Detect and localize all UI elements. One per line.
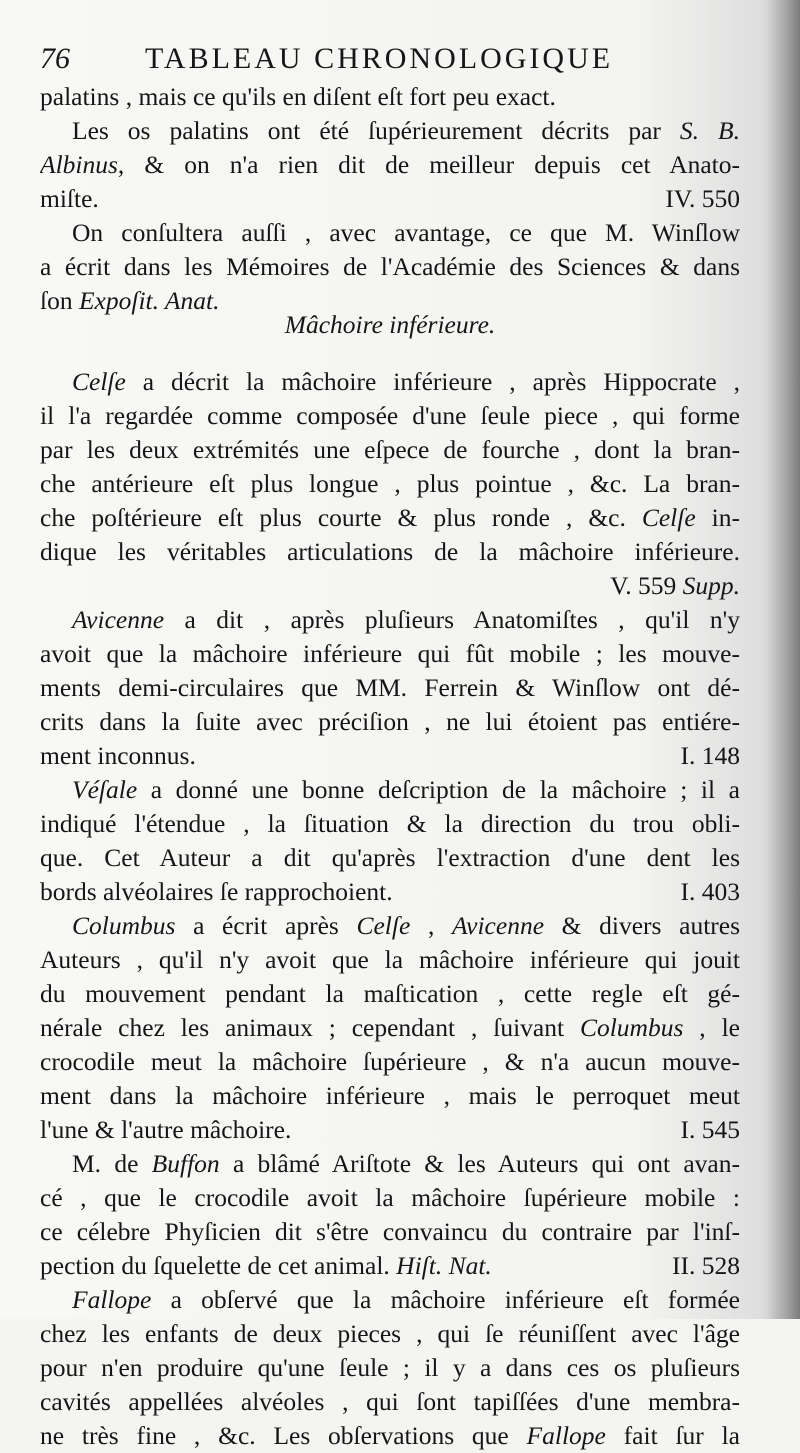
text-line: ment inconnus. I. 148 [40, 739, 740, 773]
text-line: miſte. IV. 550 [40, 184, 740, 213]
text-line: l'une & l'autre mâchoire. I. 545 [40, 1113, 740, 1147]
text-line: Véſale a donné une bonne deſcription de la mâchoire ; il a [72, 775, 740, 804]
reference: V. 559 Supp. [610, 571, 740, 600]
section-heading-block [40, 308, 740, 342]
text-line: indiqué l'étendue , la ſituation & la direction du trou obli- [40, 809, 740, 838]
text-line: Auteurs , qu'il n'y avoit que la mâchoire inférieure qui jouit [40, 945, 740, 974]
text-line: pour n'en produire qu'une ſeule ; il y a dans ces os pluſieurs [40, 1353, 740, 1382]
reference: I. 545 [680, 1115, 740, 1144]
body-text [40, 365, 740, 1453]
text-line: ne très fine , &c. Les obſervations que Fallope fait ſur la [40, 1421, 740, 1450]
text-line: que. Cet Auteur a dit qu'après l'extraction d'une dent les [40, 843, 740, 872]
text-line: nérale chez les animaux ; cependant , ſuivant Columbus , le [40, 1013, 740, 1042]
text-line: cé , que le crocodile avoit la mâchoire ſupérieure mobile : [40, 1183, 740, 1212]
text-line: crits dans la ſuite avec préciſion , ne lui étoient pas entiére- [40, 707, 740, 736]
text-line: bords alvéolaires ſe rapprochoient. I. 403 [40, 875, 740, 909]
text-line: On conſultera auſſi , avec avantage, ce que M. Winſlow [72, 218, 740, 247]
text-line: il l'a regardée comme composée d'une ſeule piece , qui forme [40, 401, 740, 430]
text-line: Celſe a décrit la mâchoire inférieure , après Hippocrate , [72, 367, 740, 396]
text-line: ce célebre Phyſicien dit s'être convaincu du contraire par l'inſ- [40, 1217, 740, 1246]
text-line: ments demi-circulaires que MM. Ferrein & Winſlow ont dé- [40, 673, 740, 702]
text-line: du mouvement pendant la maſtication , cette regle eſt gé- [40, 979, 740, 1008]
page-edge-shadow [766, 0, 800, 1319]
text-line: par les deux extrémités une eſpece de fourche , dont la bran- [40, 435, 740, 464]
section-title: Mâchoire inférieure. [284, 310, 496, 339]
text-line: ſon Expoſit. Anat. [40, 286, 220, 315]
text-line: Avicenne a dit , après pluſieurs Anatomiſtes , qu'il n'y [72, 605, 740, 634]
page-number: 76 [40, 42, 70, 75]
text-line: Les os palatins ont été ſupérieurement décrits par S. B. [72, 116, 740, 145]
running-header [40, 42, 740, 82]
reference: I. 148 [680, 741, 740, 770]
text-line: chez les enfants de deux pieces , qui ſe réuniſſent avec l'âge [40, 1319, 740, 1348]
text-line: avoit que la mâchoire inférieure qui fût mobile ; les mouve- [40, 639, 740, 668]
text-line: che antérieure eſt plus longue , plus pointue , &c. La bran- [40, 469, 740, 498]
text-line: M. de Buffon a blâmé Ariſtote & les Auteurs qui ont avan- [72, 1149, 740, 1178]
text-line: dique les véritables articulations de la mâchoire inférieure. [40, 537, 740, 566]
reference: II. 528 [672, 1251, 740, 1280]
intro-block [40, 80, 740, 318]
text-line: che poſtérieure eſt plus courte & plus ronde , &c. Celſe in- [40, 503, 740, 532]
text-line: palatins , mais ce qu'ils en diſent eſt fort peu exact. [40, 82, 556, 111]
text-line: ment dans la mâchoire inférieure , mais le perroquet meut [40, 1081, 740, 1110]
text-line: a écrit dans les Mémoires de l'Académie des Sciences & dans [40, 252, 740, 281]
text-line: crocodile meut la mâchoire ſupérieure , & n'a aucun mouve- [40, 1047, 740, 1076]
reference: I. 403 [680, 877, 740, 906]
text-line: Albinus, & on n'a rien dit de meilleur depuis cet Anato- [40, 150, 740, 179]
text-line: pection du ſquelette de cet animal. Hiſt. Nat. II. 528 [40, 1249, 740, 1283]
running-title: TABLEAU CHRONOLOGIQUE [145, 42, 614, 75]
text-line: Columbus a écrit après Celſe , Avicenne & divers autres [72, 911, 740, 940]
text-line: Fallope a obſervé que la mâchoire inférieure eſt formée [72, 1285, 740, 1314]
text-line: cavités appellées alvéoles , qui ſont tapiſſées d'une membra- [40, 1387, 740, 1416]
